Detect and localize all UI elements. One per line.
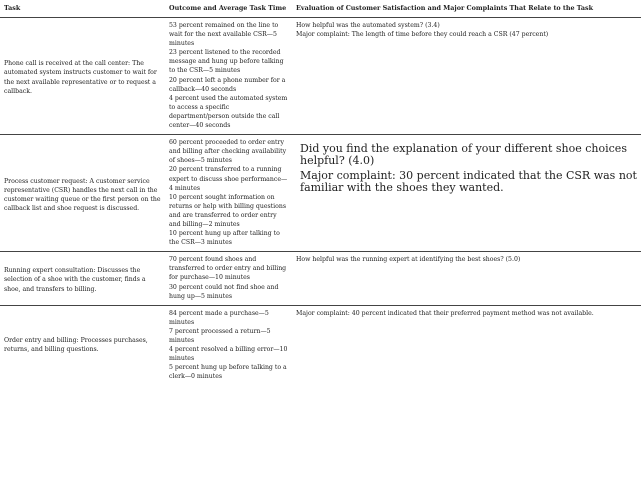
- evaluation-cell: [292, 135, 641, 252]
- evaluation-item: Major complaint: 40 percent indicated that their preferred payment method was not available.: [296, 309, 594, 317]
- outcome-item: 70 percent found shoes and transferred to order entry and billing for purchase—10 minutes: [169, 256, 287, 282]
- evaluation-item: How helpful was the automated system? (3.4): [296, 22, 440, 29]
- table-row: [0, 18, 641, 135]
- outcome-item: 53 percent remained on the line to wait for the next available CSR—5 minutes: [169, 22, 279, 48]
- header-outcome: Outcome and Average Task Time: [165, 0, 292, 18]
- header-evaluation: Evaluation of Customer Satisfaction and Major Complaints That Relate to the Task: [292, 0, 641, 18]
- outcome-item: 23 percent listened to the recorded message and hung up before talking to the CSR—5 minutes: [169, 49, 284, 75]
- evaluation-cell: [292, 252, 641, 305]
- header-task: Task: [0, 0, 165, 18]
- table-row: [0, 252, 641, 305]
- evaluation-item: Major complaint: 30 percent indicated that the CSR was not familiar with the shoes they wanted.: [300, 169, 637, 194]
- task-cell: Order entry and billing: Processes purchases, returns, and billing questions.: [4, 337, 148, 354]
- evaluation-item: Did you find the explanation of your different shoe choices helpful? (4.0): [300, 142, 627, 167]
- task-cell: Running expert consultation: Discusses the selection of a shoe with the customer, finds a shoe, and transfers to billing.: [0, 252, 165, 305]
- outcome-item: 20 percent transferred to a running expert to discuss shoe performance—4 minutes: [169, 166, 288, 192]
- table-row: [0, 305, 641, 381]
- outcome-item: 84 percent made a purchase—5 minutes: [169, 309, 269, 326]
- outcome-item: 5 percent hung up before talking to a clerk—0 minutes: [169, 364, 287, 381]
- evaluation-item: How helpful was the running expert at identifying the best shoes? (5.0): [296, 256, 521, 264]
- header-row: [0, 0, 641, 18]
- outcome-cell: [165, 18, 292, 135]
- evaluation-cell: [292, 18, 641, 135]
- table-row: [0, 135, 641, 252]
- outcome-item: 4 percent resolved a billing error—10 minutes: [169, 346, 288, 363]
- evaluation-item: Major complaint: The length of time before they could reach a CSR (47 percent): [296, 31, 549, 39]
- outcome-item: 30 percent could not find shoe and hung up—5 minutes: [169, 283, 279, 300]
- outcome-cell: [165, 252, 292, 305]
- outcome-item: 4 percent used the automated system to access a specific department/person outside the call center—40 seconds: [169, 94, 288, 130]
- outcome-item: 60 percent proceeded to order entry and billing after checking availability of shoes—5 minutes: [169, 139, 287, 165]
- outcome-item: 10 percent sought information on returns or help with billing questions and are transferred to order entry and billing—2 minutes: [169, 193, 287, 228]
- outcome-item: 20 percent left a phone number for a callback—40 seconds: [169, 76, 286, 93]
- task-cell: Process customer request: A customer service representative (CSR) handles the next call in the customer waiting queue or the first person on the callback list and shoe request is discussed.: [0, 135, 165, 252]
- outcome-cell: [165, 135, 292, 252]
- evaluation-cell: [292, 305, 641, 381]
- task-cell: Phone call is received at the call center: The automated system instructs customer to wait for the next available representative or to request a callback.: [0, 18, 165, 135]
- outcome-item: 10 percent hung up after talking to the CSR—3 minutes: [169, 230, 280, 247]
- outcome-item: 7 percent processed a return—5 minutes: [169, 327, 271, 344]
- outcome-cell: [165, 305, 292, 381]
